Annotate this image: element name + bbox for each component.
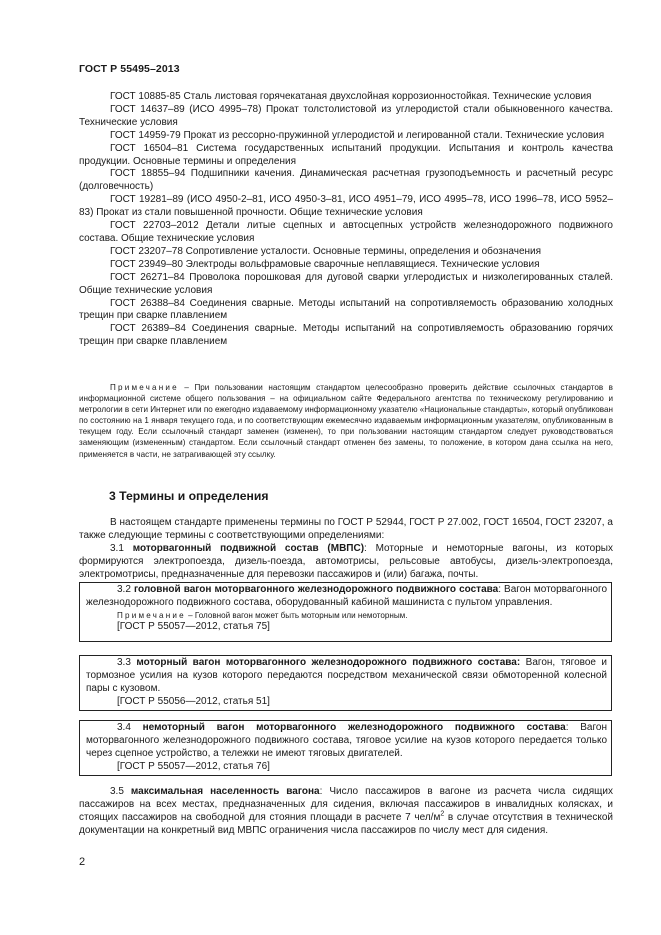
term-name: моторвагонный подвижной состав (МВПС) — [132, 542, 365, 554]
term-3-5-block — [79, 785, 613, 837]
reference-item: ГОСТ 14959-79 Прокат из рессорно-пружинной углеродистой и легированной стали. Технические условия — [110, 129, 605, 141]
reference-item: ГОСТ 10885-85 Сталь листовая горячекатаная двухслойная коррозионностойкая. Технические условия — [110, 91, 592, 102]
term-3-5 — [79, 785, 613, 837]
note-text: – Головной вагон может быть моторным или немоторным. — [185, 610, 408, 620]
reference-item: ГОСТ 23207–78 Сопротивление усталости. Основные термины, определения и обозначения — [110, 245, 542, 257]
reference-item: ГОСТ 16504–81 Система государственных испытаний продукции. Испытания и контроль качества продукции. Основные термины и определения — [79, 142, 613, 167]
reference-item: ГОСТ 18855–94 Подшипники качения. Динамическая расчетная грузоподъемность и расчетный ресурс (долговечность) — [79, 168, 613, 193]
term-definition: Вагон, тяговое и тормозное усилия на кузов которого передаются посредством механической связи обмоторенной колесной пары с кузовом. — [86, 657, 608, 694]
term-3-3-box — [79, 655, 612, 711]
intro-paragraph: В настоящем стандарте применены термины по ГОСТ Р 52944, ГОСТ Р 27.002, ГОСТ 16504, ГОСТ 23207, а также следующие термины с соответствующими определениями: — [79, 517, 613, 541]
term-number: 3.1 — [110, 542, 133, 554]
term-name: немоторный вагон моторвагонного железнодорожного подвижного состава — [142, 722, 566, 733]
note-label: Примечание — [117, 610, 186, 620]
term-3-1 — [79, 543, 613, 582]
reference-item: ГОСТ 19281–89 (ИСО 4950-2–81, ИСО 4950-3–81, ИСО 4951–79, ИСО 4995–78, ИСО 1996–78, ИСО 5952–83) Прокат из стали повышенной прочности. Общие технические условия — [79, 194, 613, 219]
section-title: 3 Термины и определения — [109, 489, 269, 503]
normative-references-list — [79, 91, 613, 349]
reference-item: ГОСТ 22703–2012 Детали литые сцепных и автосцепных устройств железнодорожного подвижного состава. Общие технические условия — [79, 220, 613, 244]
term-number: 3.3 — [117, 657, 137, 668]
term-definition: : Моторные и немоторные вагоны, из которых формируются электропоезда, дизель-поезда, автомотрисы, рельсовые автобусы, дизель-электропоезда, электромотрисы, предназначенные для перевозки пассажиров и (или) багажа, почты. — [79, 542, 613, 580]
page-number: 2 — [79, 856, 86, 868]
term-name: моторный вагон моторвагонного железнодорожного подвижного состава: — [136, 657, 521, 668]
term-3-2 — [86, 584, 607, 610]
term-definition-part: : Число пассажиров в вагоне из расчета числа сидящих пассажиров на всех местах, предназначенных для сидения, включая пассажиров в инвалидных колясках, и стоящих пассажиров на свободной для стояния площади в расчете 7 чел/м — [79, 786, 613, 823]
references-note — [79, 382, 613, 460]
note-label: Примечание — [110, 383, 179, 392]
term-3-2-note — [86, 610, 607, 621]
term-number: 3.5 — [110, 786, 131, 797]
term-name: головной вагон моторвагонного железнодорожного подвижного состава — [133, 584, 499, 595]
term-3-4 — [86, 722, 607, 761]
term-number: 3.2 — [117, 584, 134, 595]
document-header: ГОСТ Р 55495–2013 — [79, 63, 180, 75]
term-definition-part: в случае отсутствия в технической документации на конкретный вид МВПС ограничения числа пассажиров по числу мест для сидения. — [79, 812, 613, 836]
term-source: [ГОСТ Р 55057—2012, статья 75] — [117, 620, 270, 632]
superscript: 2 — [440, 810, 445, 818]
reference-item: ГОСТ 23949–80 Электроды вольфрамовые сварочные неплавящиеся. Технические условия — [110, 258, 540, 270]
term-number: 3.4 — [117, 722, 143, 733]
reference-item: ГОСТ 26271–84 Проволока порошковая для дуговой сварки углеродистых и низколегированных сталей. Общие технические условия — [79, 271, 613, 296]
reference-item: ГОСТ 26388–84 Соединения сварные. Методы испытаний на сопротивляемость образованию холодных трещин при сварке плавлением — [79, 297, 613, 322]
term-definition: : Вагон моторвагонного железнодорожного подвижного состава, оборудованный кабиной машиниста с пультом управления. — [86, 584, 608, 608]
term-3-2-box — [79, 582, 612, 642]
term-source: [ГОСТ Р 55056—2012, статья 51] — [117, 695, 270, 707]
term-source: [ГОСТ Р 55057—2012, статья 76] — [117, 760, 270, 772]
term-3-4-box — [79, 720, 612, 776]
note-text: – При пользовании настоящим стандартом целесообразно проверить действие ссылочных стандартов в информационной системе общего пользования – на официальном сайте Федерального агентства по техническому регулированию и метрологии в сети Интернет или по ежегодно издаваемому информационному указателю «Национальные стандарты», который опубликован по состоянию на 1 января текущего года, и по соответствующим ежемесячно издаваемым информационным указателям, опубликованным в текущем году. Если ссылочный стандарт заменен (изменен), то при пользовании настоящим стандартом следует руководствоваться заменяющим (измененным) стандартом. Если ссылочный стандарт отменен без замены, то положение, в котором дана ссылка на него, применяется в части, не затрагивающей эту ссылку. — [79, 383, 613, 459]
reference-item: ГОСТ 26389–84 Соединения сварные. Методы испытаний на сопротивляемость образованию горячих трещин при сварке плавлением — [79, 323, 613, 348]
term-definition: : Вагон моторвагонного железнодорожного подвижного состава, тяговое усилие на кузов которого передается только через сцепное устройство, а тележки не имеют тяговых двигателей. — [86, 722, 607, 759]
section-intro — [79, 517, 613, 582]
term-name: максимальная населенность вагона — [130, 786, 320, 797]
term-3-3 — [86, 657, 607, 696]
reference-item: ГОСТ 14637–89 (ИСО 4995–78) Прокат толстолистовой из углеродистой стали обыкновенного качества. Технические условия — [79, 103, 613, 128]
